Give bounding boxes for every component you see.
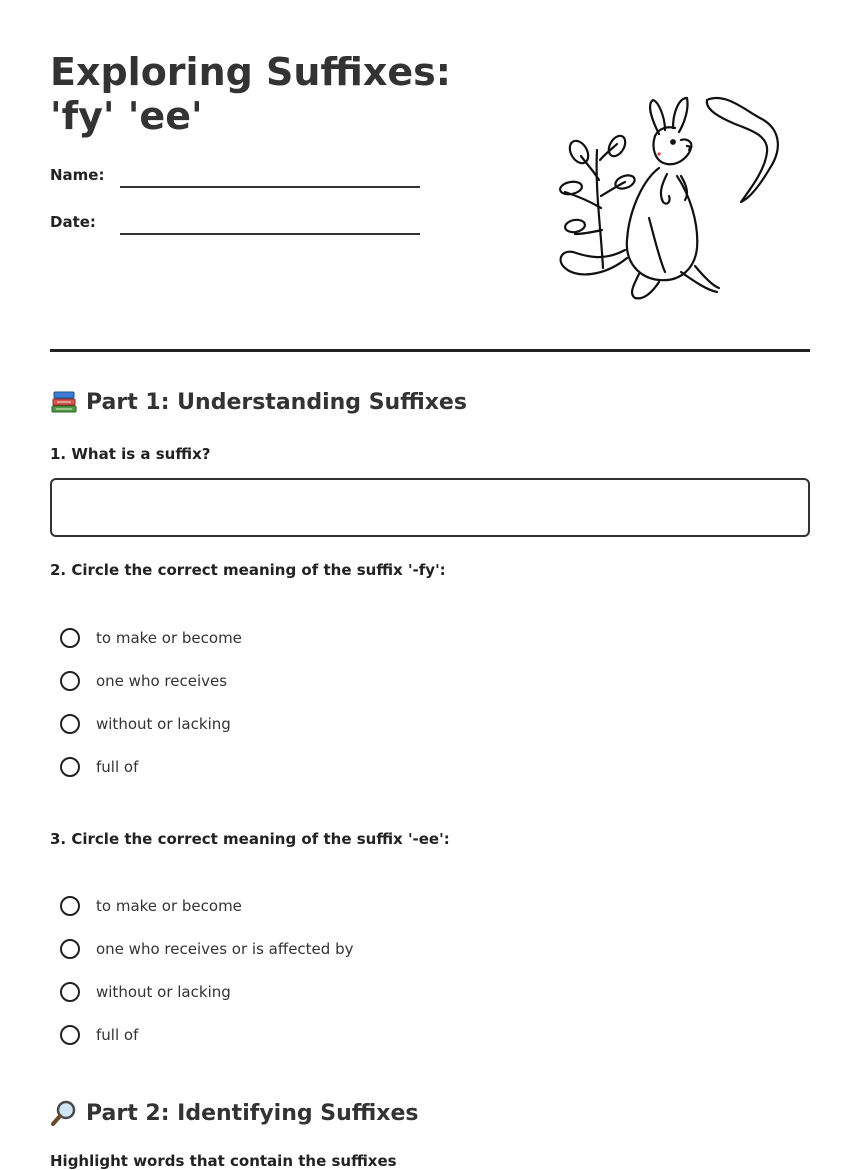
question-2: 2. Circle the correct meaning of the suffix '-fy':	[50, 561, 446, 579]
worksheet-header	[50, 50, 810, 310]
radio-circle[interactable]	[60, 628, 80, 648]
answer-box-q1[interactable]	[50, 478, 810, 537]
option-label: full of	[96, 1026, 139, 1044]
question-3: 3. Circle the correct meaning of the suffix '-ee':	[50, 830, 450, 848]
option-label: full of	[96, 758, 139, 776]
radio-circle[interactable]	[60, 1025, 80, 1045]
option-label: without or lacking	[96, 983, 231, 1001]
name-field[interactable]	[50, 166, 430, 190]
q2-option[interactable]	[60, 755, 138, 779]
option-label: one who receives	[96, 672, 228, 690]
q3-option[interactable]	[60, 1023, 138, 1047]
q3-option[interactable]	[60, 937, 353, 961]
part2-heading-text: Part 2: Identifying Suffixes	[86, 1100, 419, 1126]
q2-option[interactable]	[60, 626, 242, 650]
part1-heading	[50, 388, 467, 416]
option-label: without or lacking	[96, 715, 231, 733]
radio-circle[interactable]	[60, 757, 80, 777]
radio-circle[interactable]	[60, 896, 80, 916]
part2-heading	[50, 1099, 419, 1127]
part1-heading-text: Part 1: Understanding Suffixes	[86, 389, 467, 415]
kangaroo-icon	[555, 90, 785, 300]
name-line[interactable]	[120, 186, 420, 188]
radio-circle[interactable]	[60, 939, 80, 959]
radio-circle[interactable]	[60, 714, 80, 734]
radio-circle[interactable]	[60, 671, 80, 691]
q2-option[interactable]	[60, 712, 231, 736]
magnifier-icon	[50, 1099, 78, 1127]
page-title: Exploring Suffixes: 'fy' 'ee'	[50, 50, 451, 138]
header-divider	[50, 349, 810, 352]
q3-option[interactable]	[60, 980, 231, 1004]
option-label: to make or become	[96, 897, 242, 915]
question-1: 1. What is a suffix?	[50, 445, 211, 463]
q3-option[interactable]	[60, 894, 242, 918]
option-label: one who receives or is affected by	[96, 940, 354, 958]
option-label: to make or become	[96, 629, 242, 647]
books-icon	[50, 388, 78, 416]
date-label: Date:	[50, 213, 96, 231]
date-field[interactable]	[50, 213, 430, 237]
q2-option[interactable]	[60, 669, 227, 693]
name-label: Name:	[50, 166, 105, 184]
part2-instruction: Highlight words that contain the suffixes	[50, 1152, 397, 1170]
date-line[interactable]	[120, 233, 420, 235]
radio-circle[interactable]	[60, 982, 80, 1002]
